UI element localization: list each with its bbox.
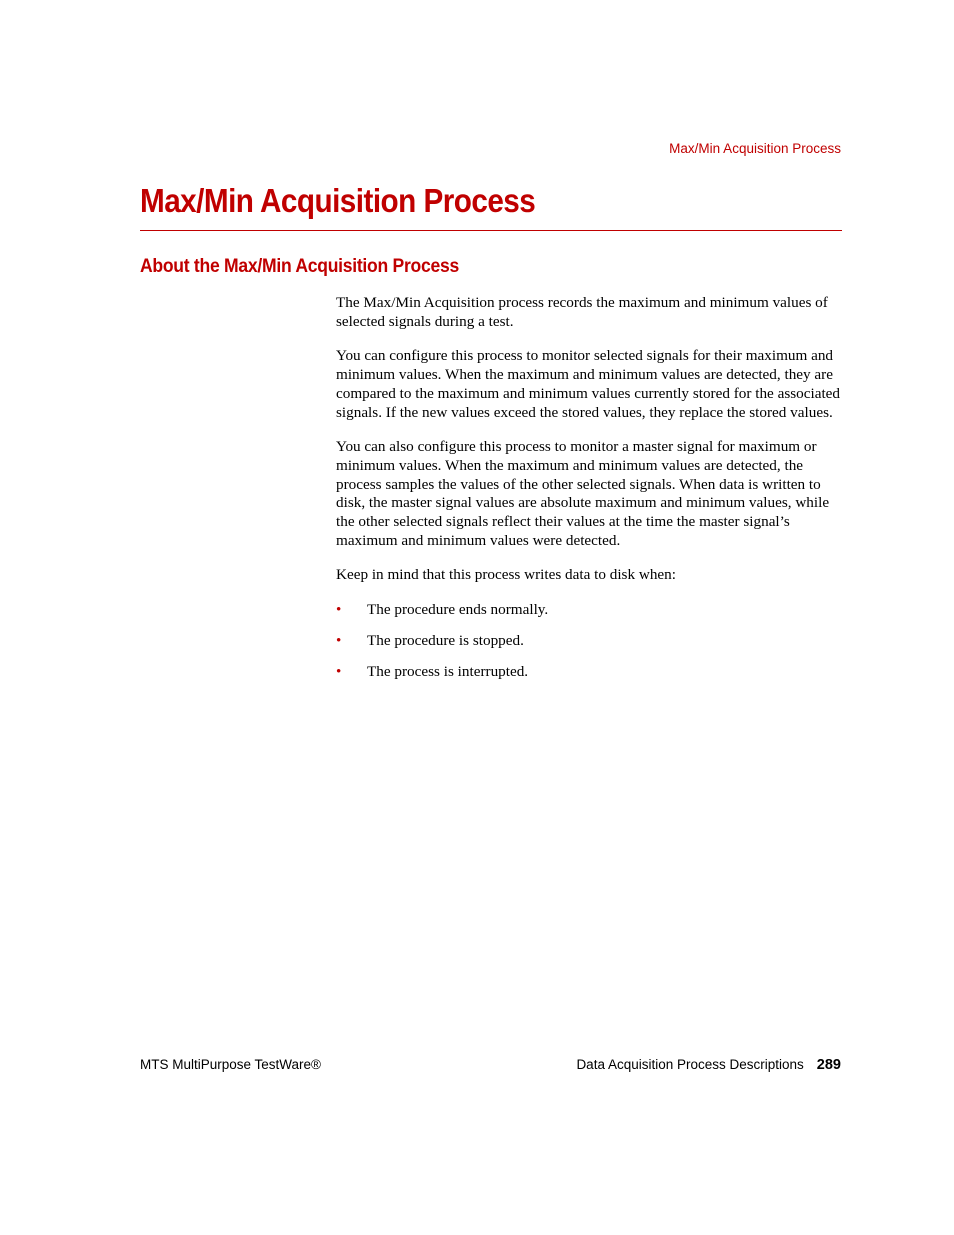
paragraph: Keep in mind that this process writes data to disk when: (336, 566, 676, 584)
bullet-list (336, 601, 842, 682)
footer-chapter-title: Data Acquisition Process Descriptions (576, 1057, 804, 1072)
bullet-icon: • (336, 632, 342, 650)
list-item (336, 632, 842, 651)
paragraph: You can also configure this process to monitor a master signal for maximum or minimum values. When the maximum and minimum values are detected, the process samples the values of the other selected signals. When data is written to disk, the master signal values are absolute maximum and minimum values, while the other selected signals reflect their values at the time the master signal’s maximum and minimum values were detected. (336, 438, 830, 549)
footer-product-name: MTS MultiPurpose TestWare® (140, 1057, 321, 1072)
body-column (336, 294, 842, 694)
page-number: 289 (816, 1057, 841, 1073)
list-item (336, 601, 842, 620)
paragraph: You can configure this process to monitor selected signals for their maximum and minimum values. When the maximum and minimum values are detected, they are compared to the maximum and minimum values currently stored for the associated signals. If the new values exceed the stored values, they replace the stored values. (336, 347, 840, 421)
page-title: Max/Min Acquisition Process (140, 182, 536, 219)
title-rule (140, 230, 842, 231)
running-header: Max/Min Acquisition Process (669, 141, 841, 156)
paragraph: The Max/Min Acquisition process records the maximum and minimum values of selected signals during a test. (336, 294, 828, 330)
list-item-text: The procedure is stopped. (367, 632, 524, 650)
section-heading: About the Max/Min Acquisition Process (140, 255, 459, 277)
footer-right (576, 1057, 841, 1073)
list-item-text: The procedure ends normally. (367, 601, 549, 619)
bullet-icon: • (336, 663, 342, 681)
list-item (336, 663, 842, 682)
list-item-text: The process is interrupted. (367, 663, 529, 681)
bullet-icon: • (336, 601, 342, 619)
